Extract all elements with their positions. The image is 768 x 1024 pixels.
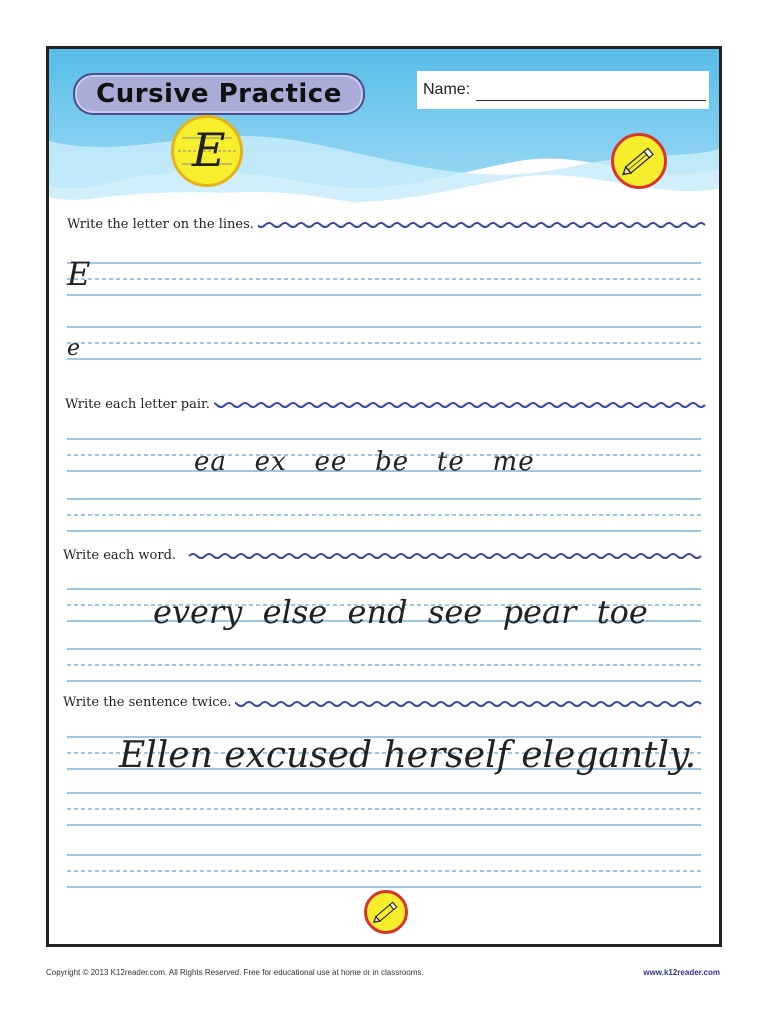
- copyright-text: Copyright © 2013 K12reader.com. All Rights Reserved. Free for educational use at home or in classrooms.: [46, 968, 424, 977]
- page-title: Cursive Practice: [96, 79, 342, 109]
- wavy-separator: [209, 403, 705, 407]
- wavy-separator: [249, 223, 705, 227]
- instruction-word: Write each word.: [63, 548, 180, 563]
- worksheet-frame: [46, 46, 722, 947]
- model-sentence: Ellen excused herself elegantly.: [119, 735, 697, 776]
- model-letter-pairs: ea ex ee be te me: [194, 447, 535, 477]
- instruction-letter-pair: Write each letter pair.: [65, 397, 214, 412]
- model-letter-upper: E: [67, 255, 91, 293]
- pencil-badge-bottom: [364, 890, 408, 934]
- handwriting-lines: [49, 49, 719, 944]
- website-link[interactable]: www.k12reader.com: [643, 968, 720, 977]
- wavy-separator: [229, 702, 701, 706]
- badge-letter: E: [192, 123, 226, 177]
- wavy-separator: [189, 554, 701, 558]
- model-words: every else end see pear toe: [153, 593, 648, 631]
- pencil-icon: [367, 893, 405, 931]
- instruction-sentence: Write the sentence twice.: [63, 695, 235, 710]
- name-label: Name:: [423, 81, 471, 98]
- instruction-letter: Write the letter on the lines.: [67, 217, 258, 232]
- model-letter-lower: e: [67, 336, 81, 361]
